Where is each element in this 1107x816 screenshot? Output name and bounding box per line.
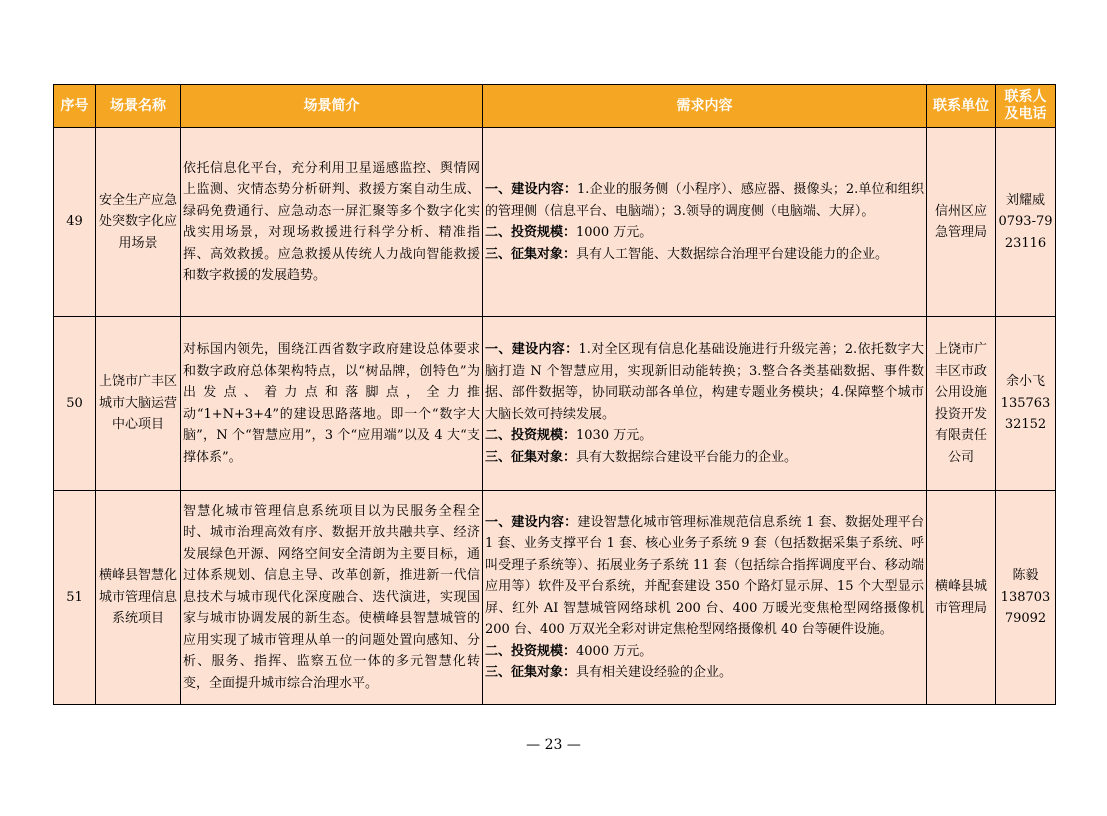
demand-investment-text: 1030 万元。 [576,428,653,443]
demand-construction-text: 建设智慧化城市管理标准规范信息系统 1 套、数据处理平台 1 套、业务支撑平台 1 套、核心业务子系统 9 套（包括数据采集子系统、呼叫受理子系统等）、拓展业务子系统 11 套（包括综合指挥调度平台、移动端应用等）软件及平台系统，并配套建设 350 个路灯显示屏、15 个大型显示屏、红外 AI 智慧城管网络球机 200 台、400 万暖光变焦枪型网络摄像机 200 台、400 万双光全彩对讲定焦枪型网络摄像机 40 台等硬件设施。 [485,514,924,637]
header-row [54,85,1056,128]
demand-investment-label: 二、投资规模： [485,225,577,240]
row-index: 51 [54,491,96,705]
demand-construction-label: 一、建设内容： [485,342,579,357]
demand-target-text: 具有大数据综合建设平台能力的企业。 [576,449,798,465]
demand-investment-label: 二、投资规模： [485,643,577,659]
table-row [54,491,1056,705]
contact-person [996,491,1056,705]
contact-phone: 13870379092 [1000,589,1051,627]
header-contact [996,85,1056,128]
contact-phone: 0793-7923116 [998,214,1053,251]
scenario-name: 上饶市广丰区城市大脑运营中心项目 [96,317,181,491]
scenario-intro: 依托信息化平台，充分利用卫星遥感监控、舆情网上监测、灾情态势分析研判、救援方案自动生成、绿码免费通行、应急动态一屏汇聚等多个数字化实战实用场景，对现场救援进行科学分析、精准指挥、高效救援。应急救援从传统人力战向智能救援和数字救援的发展趋势。 [181,128,483,317]
header-demand: 需求内容 [483,85,927,128]
demand-construction [485,339,924,425]
demand-construction-text: 1.企业的服务侧（小程序）、感应器、摄像头；2.单位和组织的管理侧（信息平台、电脑端）；3.领导的调度侧（电脑端、大屏）。 [485,182,924,219]
scenario-name: 横峰县智慧化城市管理信息系统项目 [96,491,181,705]
table-row [54,128,1056,317]
contact-person [996,128,1056,317]
contact-name: 刘耀威 [1005,192,1045,208]
row-index: 49 [54,128,96,317]
demand-investment-text: 1000 万元。 [576,225,653,240]
demand-content [483,128,927,317]
demand-investment [485,641,924,663]
contact-unit: 横峰县城市管理局 [927,491,996,705]
demand-investment [485,222,924,244]
demand-target-text: 具有人工智能、大数据综合治理平台建设能力的企业。 [576,246,889,262]
header-name: 场景名称 [96,85,181,128]
page-number: — 23 — [526,737,581,753]
row-index: 50 [54,317,96,491]
header-contact-line2: 及电话 [1004,106,1047,122]
demand-construction [485,179,924,222]
header-unit: 联系单位 [927,85,996,128]
header-intro: 场景简介 [181,85,483,128]
demand-construction [485,512,924,641]
demand-target [485,662,924,684]
scenario-intro: 智慧化城市管理信息系统项目以为民服务全程全时、城市治理高效有序、数据开放共融共享、经济发展绿色开源、网络空间安全清朗为主要目标，通过体系规划、信息主导、改革创新，推进新一代信息技术与城市现代化深度融合、迭代演进，实现国家与城市协调发展的新生态。使横峰县智慧城管的应用实现了城市管理从单一的问题处置向感知、分析、服务、指挥、监察五位一体的多元智慧化转变，全面提升城市综合治理水平。 [181,491,483,705]
scenario-intro: 对标国内领先，围绕江西省数字政府建设总体要求和数字政府总体架构特点，以“树品牌，创特色”为出发点、着力点和落脚点，全力推动“1+N+3+4”的建设思路落地。即一个“数字大脑”，N 个“智慧应用”，3 个“应用端”以及 4 大“支撑体系”。 [181,317,483,491]
demand-target-label: 三、征集对象： [485,449,577,465]
contact-person [996,317,1056,491]
demand-construction-label: 一、建设内容： [485,182,578,197]
header-idx: 序号 [54,85,96,128]
scenario-table [53,84,1056,705]
contact-name: 陈毅 [1012,568,1039,584]
demand-content [483,317,927,491]
demand-investment-label: 二、投资规模： [485,428,577,443]
demand-investment-text: 4000 万元。 [576,643,653,659]
demand-target-label: 三、征集对象： [485,246,577,262]
demand-investment [485,425,924,447]
demand-construction-text: 1.对全区现有信息化基础设施进行升级完善；2.依托数字大脑打造 N 个智慧应用，实现新旧动能转换；3.整合各类基础数据、事件数据、部件数据等，协同联动部各单位，构建专题业务模块；4.保障整个城市大脑长效可持续发展。 [485,342,924,422]
contact-name: 余小飞 [1005,374,1045,390]
contact-unit: 信州区应急管理局 [927,128,996,317]
scenario-name: 安全生产应急处突数字化应用场景 [96,128,181,317]
demand-target [485,447,924,469]
demand-target [485,244,924,266]
demand-construction-label: 一、建设内容： [485,514,578,530]
demand-target-text: 具有相关建设经验的企业。 [576,665,733,680]
header-contact-line1: 联系人 [1004,89,1047,105]
contact-phone: 13576332152 [1000,395,1051,433]
demand-target-label: 三、征集对象： [485,665,577,680]
contact-unit: 上饶市广丰区市政公用设施投资开发有限责任公司 [927,317,996,491]
table-row [54,317,1056,491]
demand-content [483,491,927,705]
